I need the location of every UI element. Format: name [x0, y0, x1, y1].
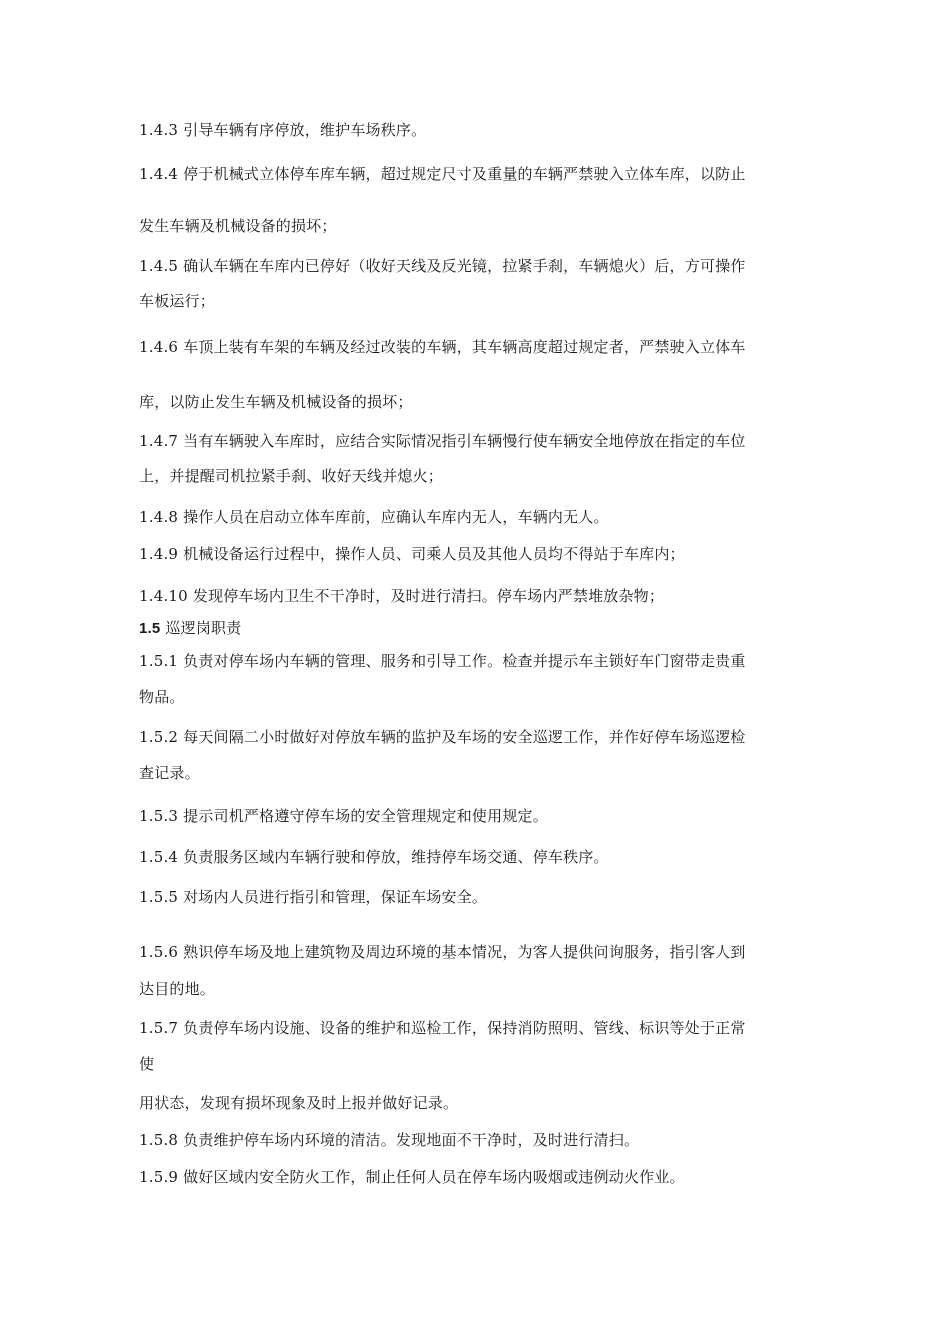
text-line-1-5-7: 1.5.7 负责停车场内设施、设备的维护和巡检工作，保持消防照明、管线、标识等处于正常 — [139, 1019, 746, 1037]
text-line-1-4-5: 1.4.5 确认车辆在车库内已停好（收好天线及反光镜，拉紧手刹，车辆熄火）后，方可操作 — [139, 257, 746, 275]
text-line-1-4-5-cont: 车板运行； — [139, 292, 216, 310]
text-line-1-5-2: 1.5.2 每天间隔二小时做好对停放车辆的监护及车场的安全巡逻工作，并作好停车场巡逻检 — [139, 728, 746, 746]
section-title: 巡逻岗职责 — [165, 619, 242, 637]
text-line-1-4-7: 1.4.7 当有车辆驶入车库时，应结合实际情况指引车辆慢行使车辆安全地停放在指定的车位 — [139, 432, 746, 450]
text-line-1-5-7-cont: 使 — [139, 1055, 155, 1073]
text-line-1-5-2-cont: 查记录。 — [139, 764, 200, 782]
text-line-1-5-5: 1.5.5 对场内人员进行指引和管理，保证车场安全。 — [139, 888, 488, 906]
text-line-1-4-7-cont: 上，并提醒司机拉紧手刹、收好天线并熄火； — [139, 467, 444, 485]
section-heading — [139, 618, 241, 639]
text-line-1-4-6-cont: 库，以防止发生车辆及机械设备的损坏； — [139, 393, 413, 411]
text-line-1-4-10: 1.4.10 发现停车场内卫生不干净时，及时进行清扫。停车场内严禁堆放杂物； — [139, 587, 665, 605]
text-line-1-5-7-cont2: 用状态，发现有损坏现象及时上报并做好记录。 — [139, 1094, 459, 1112]
text-line-1-5-1-cont: 物品。 — [139, 688, 185, 706]
text-line-1-4-6: 1.4.6 车顶上装有车架的车辆及经过改装的车辆，其车辆高度超过规定者，严禁驶入立体车 — [139, 338, 746, 356]
text-line-1-4-3: 1.4.3 引导车辆有序停放，维护车场秩序。 — [139, 121, 427, 139]
text-line-1-5-8: 1.5.8 负责维护停车场内环境的清洁。发现地面不干净时，及时进行清扫。 — [139, 1131, 640, 1149]
section-number: 1.5 — [139, 620, 161, 637]
text-line-1-5-6: 1.5.6 熟识停车场及地上建筑物及周边环境的基本情况，为客人提供问询服务，指引客人到 — [139, 943, 746, 961]
text-line-1-4-4-cont: 发生车辆及机械设备的损坏； — [139, 217, 337, 235]
text-line-1-5-3: 1.5.3 提示司机严格遵守停车场的安全管理规定和使用规定。 — [139, 807, 548, 825]
text-line-1-5-1: 1.5.1 负责对停车场内车辆的管理、服务和引导工作。检查并提示车主锁好车门窗带走贵重 — [139, 652, 746, 670]
text-line-1-5-6-cont: 达目的地。 — [139, 980, 216, 998]
text-line-1-4-4: 1.4.4 停于机械式立体停车库车辆，超过规定尺寸及重量的车辆严禁驶入立体车库，以防止 — [139, 165, 746, 183]
text-line-1-4-9: 1.4.9 机械设备运行过程中，操作人员、司乘人员及其他人员均不得站于车库内； — [139, 545, 685, 563]
text-line-1-5-4: 1.5.4 负责服务区域内车辆行驶和停放，维持停车场交通、停车秩序。 — [139, 848, 609, 866]
text-line-1-4-8: 1.4.8 操作人员在启动立体车库前，应确认车库内无人，车辆内无人。 — [139, 508, 609, 526]
text-line-1-5-9: 1.5.9 做好区域内安全防火工作，制止任何人员在停车场内吸烟或违例动火作业。 — [139, 1168, 685, 1186]
